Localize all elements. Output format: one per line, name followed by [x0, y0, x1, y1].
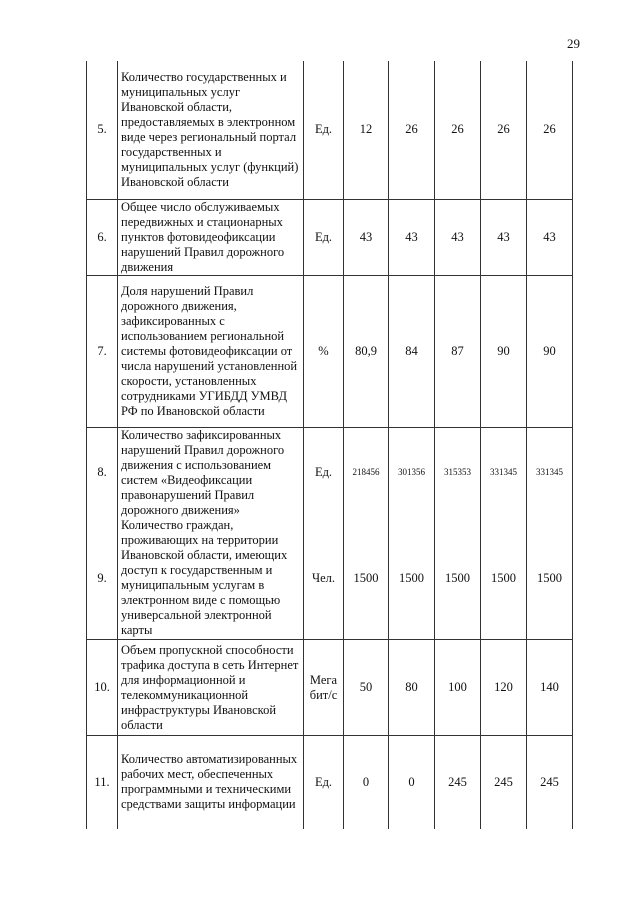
- value-cell: 80,9: [344, 275, 389, 427]
- value-cell: 1500: [389, 518, 435, 640]
- row-number: 11.: [87, 736, 118, 829]
- value-cell: 26: [481, 61, 527, 199]
- table-row: [87, 640, 573, 736]
- table-row: [87, 275, 573, 427]
- value-cell: 90: [481, 275, 527, 427]
- indicator-description: Доля нарушений Правил дорожного движения, зафиксированных с использованием региональной системы фотовидеофиксации от числа нарушений установленной скорости, установленных сотрудниками УГИБДД УМВД РФ по Ивановской области: [118, 275, 304, 427]
- value-cell: 245: [527, 736, 573, 829]
- value-cell: 43: [344, 199, 389, 275]
- value-cell: 315353: [435, 427, 481, 518]
- value-cell: 12: [344, 61, 389, 199]
- row-number: 10.: [87, 640, 118, 736]
- value-cell: 84: [389, 275, 435, 427]
- unit-cell: Ед.: [304, 427, 344, 518]
- value-cell: 43: [527, 199, 573, 275]
- page-number: 29: [567, 36, 580, 51]
- value-cell: 1500: [435, 518, 481, 640]
- indicator-description: Количество автоматизированных рабочих мест, обеспеченных программными и техническими средствами защиты информации: [118, 736, 304, 829]
- value-cell: 245: [481, 736, 527, 829]
- value-cell: 1500: [344, 518, 389, 640]
- row-number: 8.: [87, 427, 118, 518]
- value-cell: 140: [527, 640, 573, 736]
- value-cell: 26: [527, 61, 573, 199]
- value-cell: 218456: [344, 427, 389, 518]
- unit-cell: Ед.: [304, 61, 344, 199]
- unit-cell: Мега бит/с: [304, 640, 344, 736]
- table-row: [87, 518, 573, 640]
- value-cell: 26: [389, 61, 435, 199]
- value-cell: 80: [389, 640, 435, 736]
- value-cell: 50: [344, 640, 389, 736]
- value-cell: 43: [389, 199, 435, 275]
- value-cell: 0: [389, 736, 435, 829]
- table-row: [87, 736, 573, 829]
- unit-cell: Чел.: [304, 518, 344, 640]
- table-row: [87, 427, 573, 518]
- value-cell: 0: [344, 736, 389, 829]
- indicator-description: Количество граждан, проживающих на территории Ивановской области, имеющих доступ к государственным и муниципальным услугам в электронном виде с помощью универсальной электронной карты: [118, 518, 304, 640]
- indicators-table: [86, 61, 573, 829]
- table-row: [87, 199, 573, 275]
- row-number: 6.: [87, 199, 118, 275]
- row-number: 9.: [87, 518, 118, 640]
- unit-cell: Ед.: [304, 199, 344, 275]
- value-cell: 43: [481, 199, 527, 275]
- value-cell: 301356: [389, 427, 435, 518]
- indicator-description: Объем пропускной способности трафика доступа в сеть Интернет для информационной и телекоммуникационной инфраструктуры Ивановской области: [118, 640, 304, 736]
- value-cell: 331345: [481, 427, 527, 518]
- value-cell: 90: [527, 275, 573, 427]
- row-number: 5.: [87, 61, 118, 199]
- value-cell: 331345: [527, 427, 573, 518]
- unit-cell: Ед.: [304, 736, 344, 829]
- indicator-description: Количество государственных и муниципальных услуг Ивановской области, предоставляемых в электронном виде через региональный портал государственных и муниципальных услуг (функций) Ивановской области: [118, 61, 304, 199]
- value-cell: 120: [481, 640, 527, 736]
- table-row: [87, 61, 573, 199]
- unit-cell: %: [304, 275, 344, 427]
- value-cell: 26: [435, 61, 481, 199]
- row-number: 7.: [87, 275, 118, 427]
- value-cell: 43: [435, 199, 481, 275]
- value-cell: 87: [435, 275, 481, 427]
- indicator-description: Общее число обслуживаемых передвижных и стационарных пунктов фотовидеофиксации нарушений Правил дорожного движения: [118, 199, 304, 275]
- value-cell: 100: [435, 640, 481, 736]
- value-cell: 1500: [527, 518, 573, 640]
- indicator-description: Количество зафиксированных нарушений Правил дорожного движения с использованием систем «Видеофиксации правонарушений Правил дорожного движения»: [118, 427, 304, 518]
- value-cell: 245: [435, 736, 481, 829]
- value-cell: 1500: [481, 518, 527, 640]
